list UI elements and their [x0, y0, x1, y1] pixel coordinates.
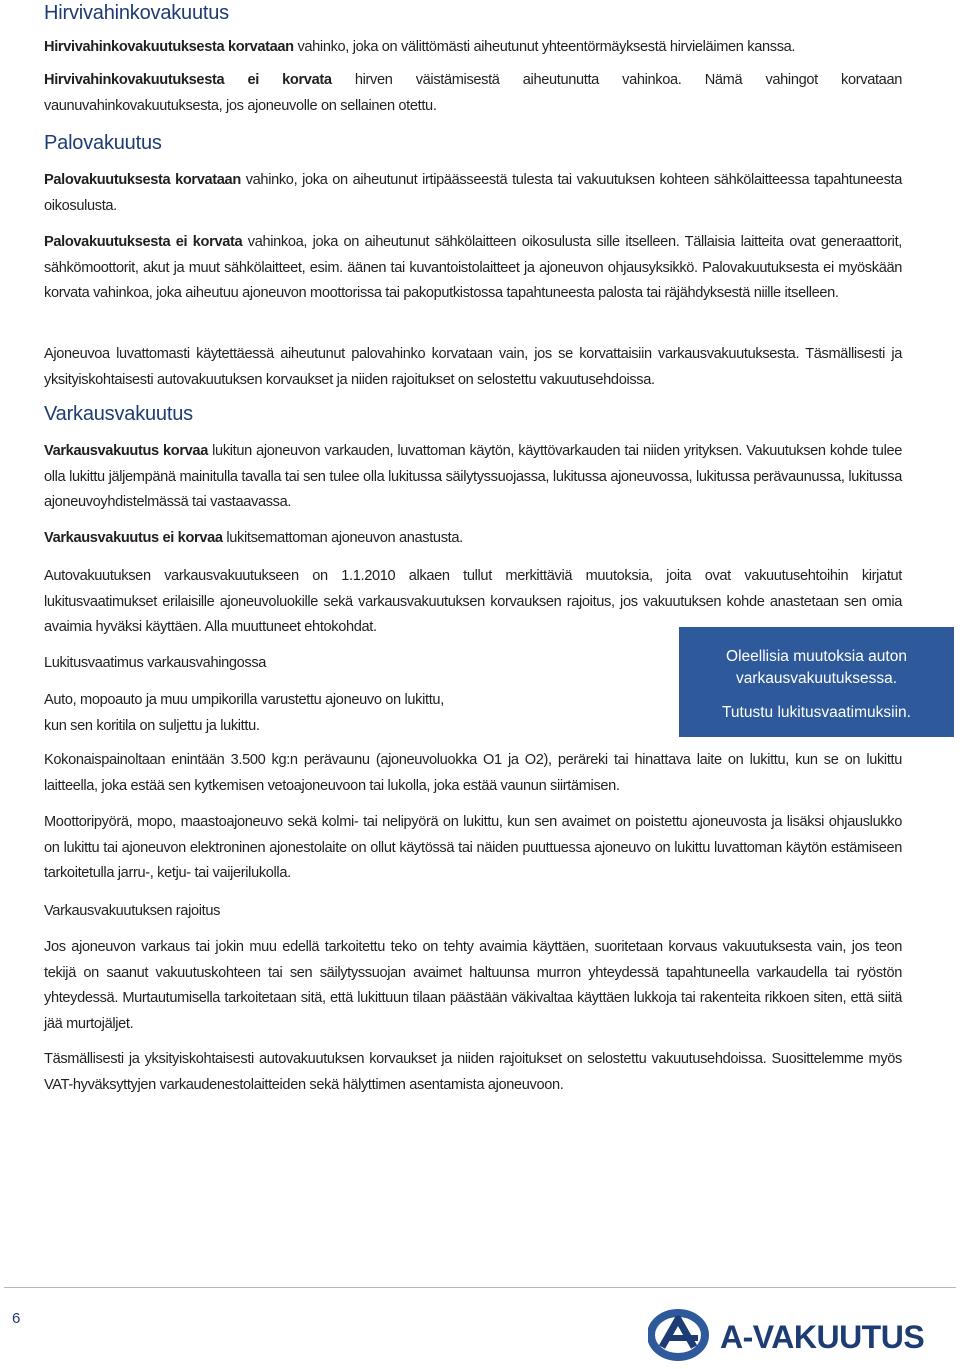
bold-lead: Palovakuutuksesta korvataan	[44, 172, 241, 188]
paragraph-text: Autovakuutuksen varkausvakuutukseen on 1.1.2010 alkaen tullut merkittäviä muutoksia, joita ovat vakuutusehtoihin kirjatut lukitusvaatimukset erilaisille ajoneuvoluokille sekä varkausvakuutuksen korvauksen rajoitus, jos vakuutuksen kohde anastetaan sen omia avaimia hyväksi käyttäen. Alla muuttuneet ehtokohdat.	[44, 568, 902, 635]
paragraph	[44, 439, 902, 516]
paragraph-text: Ajoneuvoa luvattomasti käytettäessä aiheutunut palovahinko korvataan vain, jos se korvattaisiin varkausvakuutuksesta. Täsmällisesti ja yksityiskohtaisesti autovakuutuksen korvaukset ja niiden rajoitukset on selostettu vakuutusehdoissa.	[44, 346, 902, 388]
callout-line: Oleellisia muutoksia auton	[726, 648, 907, 665]
paragraph	[44, 1047, 902, 1098]
subheading-rajoitus	[44, 899, 644, 925]
callout-heading	[679, 646, 954, 690]
subheading-text: Varkausvakuutuksen rajoitus	[44, 903, 221, 919]
footer-divider	[4, 1287, 956, 1288]
paragraph-text: Moottoripyörä, mopo, maastoajoneuvo sekä kolmi- tai nelipyörä on lukittu, kun sen avaimet on poistettu ajoneuvosta ja lisäksi ohjauslukko on lukittu tai ajoneuvon elektroninen ajonestolaite on ollut käytössä tai näiden puuttuessa ajoneuvo on lukittu luvattoman käytön estämiseen tarkoitetulla jarru-, ketju- tai vaijerilukolla.	[44, 814, 902, 881]
bold-lead: Hirvivahinkovakuutuksesta korvataan	[44, 39, 294, 55]
paragraph-text: hirven väistämisestä aiheutunutta vahinkoa. Nämä vahingot korvataan vaunuvahinkovakuutuksesta, jos ajoneuvolle on sellainen otettu.	[44, 72, 902, 114]
paragraph-text: Jos ajoneuvon varkaus tai jokin muu edellä tarkoitettu teko on tehty avaimia käyttäen, suoritetaan korvaus vakuutuksesta vain, jos teon tekijä on saanut vakuutuskohteen tai sen säilytyssuojan avaimet haltuunsa murron yhteydessä tapahtuneella varkaudella tai ryöstön yhteydessä. Murtautumisella tarkoitetaan sitä, että lukittuun tilaan päästään väkivaltaa käyttäen lukkoja tai rakenteita rikkoen siten, että siitä jää murtojäljet.	[44, 939, 902, 1032]
callout-box	[679, 627, 954, 737]
paragraph	[44, 935, 902, 1037]
paragraph-text: vahinko, joka on aiheutunut irtipäässeestä tulesta tai vakuutuksen kohteen sähkölaitteessa tapahtuneesta oikosulusta.	[44, 172, 902, 214]
bold-lead: Varkausvakuutus ei korvaa	[44, 530, 223, 546]
paragraph	[44, 748, 902, 799]
bold-lead: Varkausvakuutus korvaa	[44, 443, 208, 459]
section-title-hirvivahinkovakuutus: Hirvivahinkovakuutus	[44, 2, 229, 24]
paragraph-text: vahinko, joka on välittömästi aiheutunut yhteentörmäyksestä hirvieläimen kanssa.	[293, 39, 796, 55]
paragraph-text: vahinkoa, joka on aiheutunut sähkölaitteen oikosulusta sille itselleen. Tällaisia laitteita ovat generaattorit, sähkömoottorit, akut ja muut sähkölaitteet, esim. äänen tai kuvantoistolaitteet ja ajoneuvon ohjausyksikkö. Palovakuutuksesta ei myöskään korvata vahinkoa, joka aiheutuu ajoneuvon moottorissa tai pakoputkistossa tapahtuneesta palosta tai räjähdyksestä niille itselleen.	[44, 234, 902, 301]
paragraph	[44, 168, 902, 219]
brand-logo	[648, 1307, 933, 1362]
subheading-text: Lukitusvaatimus varkausvahingossa	[44, 655, 267, 671]
bold-lead: Palovakuutuksesta ei korvata	[44, 234, 243, 250]
paragraph	[44, 688, 644, 739]
section-title-palovakuutus: Palovakuutus	[44, 132, 162, 154]
page-number: 6	[12, 1310, 21, 1327]
paragraph-text: lukitun ajoneuvon varkauden, luvattoman käytön, käyttövarkauden tai niiden yrityksen. Vakuutuksen kohde tulee olla lukittu jäljempänä mainitulla tavalla tai sen tulee olla lukitussa säilytyssuojassa, lukitussa ajoneuvossa, lukitussa perävaunussa, lukitussa ajoneuvoyhdistelmässä tai vastaavassa.	[44, 443, 902, 510]
brand-name: A-VAKUUTUS	[720, 1319, 925, 1355]
paragraph-text: Kokonaispainoltaan enintään 3.500 kg:n perävaunu (ajoneuvoluokka O1 ja O2), peräreki tai hinattava laite on lukittu, kun se on lukittu laitteella, joka estää sen kytkemisen vetoajoneuvoon tai lukolla, joka estää vaunun siirtämisen.	[44, 752, 902, 794]
paragraph-line: kun sen koritila on suljettu ja lukittu.	[44, 717, 260, 734]
paragraph	[44, 810, 902, 887]
section-title-varkausvakuutus: Varkausvakuutus	[44, 403, 193, 425]
callout-line: varkausvakuutuksessa.	[735, 670, 898, 687]
paragraph	[44, 342, 902, 393]
paragraph-text: lukitsemattoman ajoneuvon anastusta.	[222, 530, 463, 546]
paragraph-text: Täsmällisesti ja yksityiskohtaisesti autovakuutuksen korvaukset ja niiden rajoitukset on selostettu vakuutusehdoissa. Suosittelemme myös VAT-hyväksyttyjen varkaudenestolaitteiden sekä hälyttimen asentamista ajoneuvoon.	[44, 1051, 902, 1093]
paragraph	[44, 526, 902, 552]
a-vakuutus-logo-icon	[648, 1307, 713, 1362]
subheading-lukitusvaatimus	[44, 651, 644, 677]
bold-lead: Hirvivahinkovakuutuksesta ei korvata	[44, 72, 332, 88]
paragraph	[44, 35, 902, 61]
paragraph-line: Auto, mopoauto ja muu umpikorilla varustettu ajoneuvo on lukittu,	[44, 692, 444, 708]
callout-line: Tutustu lukitusvaatimuksiin.	[722, 704, 911, 721]
paragraph	[44, 68, 902, 119]
callout-link[interactable]	[679, 702, 954, 724]
paragraph	[44, 230, 902, 307]
